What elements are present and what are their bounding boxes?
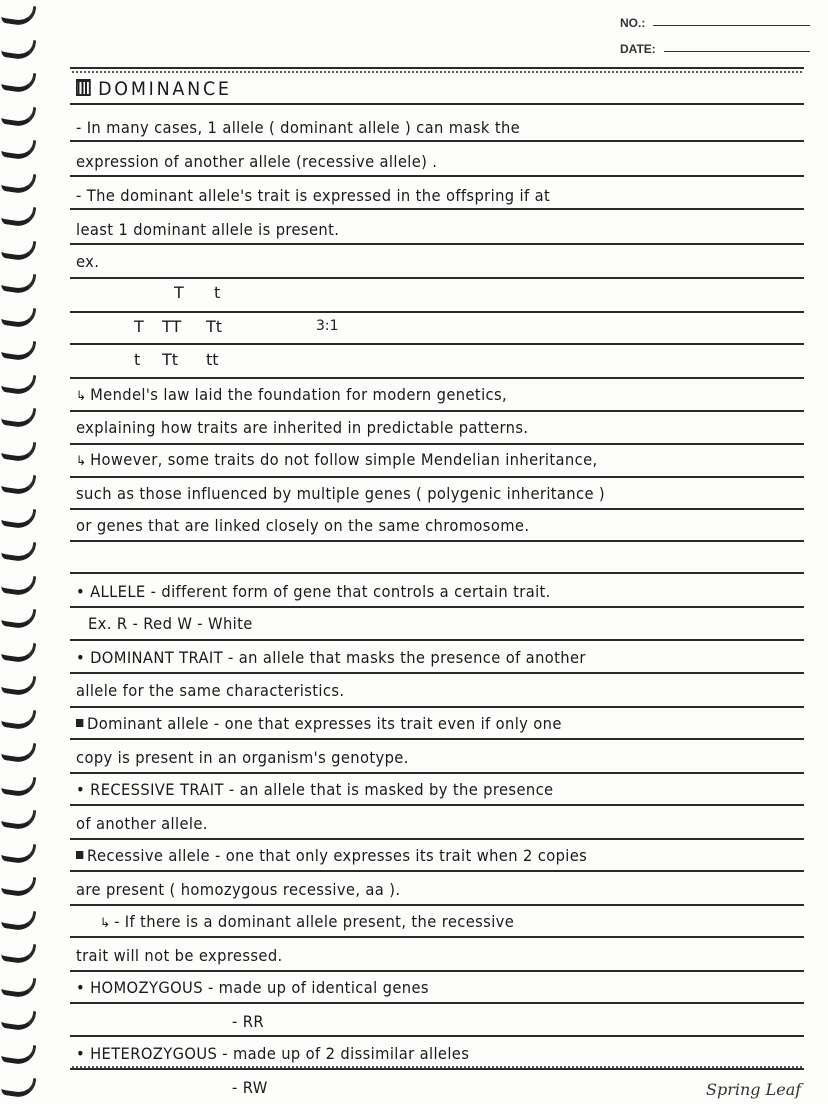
ruled-line (70, 410, 804, 412)
ruled-line (70, 67, 804, 69)
ruled-line (70, 508, 804, 510)
punnett-col-header: t (214, 283, 221, 302)
ruled-line (70, 277, 804, 279)
ruled-line (70, 1002, 804, 1004)
page-number-field[interactable] (620, 4, 810, 30)
spiral-coil (1, 370, 37, 395)
page-number-blank (653, 25, 810, 26)
ruled-line (70, 639, 804, 641)
spiral-coil (1, 739, 37, 764)
ruled-line (70, 870, 804, 872)
note-line: - In many cases, 1 allele ( dominant allele ) can mask the (76, 118, 521, 137)
spiral-coil (1, 1074, 37, 1099)
arrow-bullet-icon: ↳ (76, 454, 87, 469)
spiral-coil (1, 35, 37, 60)
note-line: least 1 dominant allele is present. (76, 220, 340, 239)
note-line: explaining how traits are inherited in predictable patterns. (76, 418, 529, 437)
spiral-binding (0, 0, 40, 1104)
punnett-ratio: 3:1 (316, 318, 339, 334)
ruled-line (70, 540, 804, 542)
ruled-line (70, 606, 804, 608)
page-number-label: NO.: (620, 16, 646, 30)
dotted-line (72, 1066, 802, 1068)
date-blank (664, 51, 810, 52)
page-header-fields (620, 4, 810, 56)
ruled-line (70, 343, 804, 345)
spiral-coil (1, 136, 37, 161)
spiral-coil (1, 672, 37, 697)
spiral-coil (1, 169, 37, 194)
spiral-coil (1, 940, 37, 965)
ruled-line (70, 772, 804, 774)
spiral-coil (1, 337, 37, 362)
spiral-coil (1, 806, 37, 831)
note-line: of another allele. (76, 814, 208, 833)
punnett-row-header: t (134, 350, 141, 369)
note-line-example: ex. (76, 252, 100, 271)
note-line: trait will not be expressed. (76, 946, 283, 965)
spiral-coil (1, 236, 37, 261)
spiral-coil (1, 605, 37, 630)
dominance-box-icon (76, 79, 91, 96)
brand-logo: Spring Leaf (706, 1080, 802, 1099)
ruled-line (70, 904, 804, 906)
square-bullet-icon (76, 719, 83, 727)
spiral-coil (1, 906, 37, 931)
note-line: ↳ However, some traits do not follow simple Mendelian inheritance, (76, 450, 598, 469)
arrow-bullet-icon: ↳ (100, 916, 111, 931)
ruled-line (70, 1068, 804, 1070)
spiral-coil (1, 2, 37, 27)
note-line: are present ( homozygous recessive, aa ). (76, 880, 401, 899)
spiral-coil (1, 69, 37, 94)
ruled-line (70, 311, 804, 313)
note-line: - The dominant allele's trait is expressed in the offspring if at (76, 186, 551, 205)
definition-homozygous: • HOMOZYGOUS - made up of identical genes (76, 978, 429, 997)
ruled-line (70, 443, 804, 445)
spiral-coil (1, 270, 37, 295)
spiral-coil (1, 772, 37, 797)
spiral-coil (1, 102, 37, 127)
definition-dominant-allele: Dominant allele - one that expresses its trait even if only one (76, 714, 562, 733)
note-line: such as those influenced by multiple genes ( polygenic inheritance ) (76, 484, 606, 503)
punnett-cell: Tt (206, 317, 223, 336)
note-line: ↳ Mendel's law laid the foundation for modern genetics, (76, 385, 508, 404)
spiral-coil (1, 705, 37, 730)
note-line: or genes that are linked closely on the same chromosome. (76, 516, 530, 535)
note-line: allele for the same characteristics. (76, 681, 345, 700)
definition-heterozygous: • HETEROZYGOUS - made up of 2 dissimilar alleles (76, 1044, 470, 1063)
allele-example: Ex. R - Red W - White (88, 614, 253, 633)
punnett-cell: TT (162, 317, 182, 336)
ruled-line (70, 936, 804, 938)
ruled-line (70, 706, 804, 708)
ruled-line (70, 572, 804, 574)
homozygous-example: - RR (232, 1012, 264, 1031)
heterozygous-example: - RW (232, 1078, 268, 1097)
definition-dominant-trait: • DOMINANT TRAIT - an allele that masks the presence of another (76, 648, 586, 667)
ruled-line (70, 208, 804, 210)
date-label: DATE: (620, 42, 656, 56)
ruled-line (70, 804, 804, 806)
definition-allele: • ALLELE - different form of gene that controls a certain trait. (76, 582, 551, 601)
spiral-coil (1, 839, 37, 864)
ruled-line (70, 243, 804, 245)
spiral-coil (1, 873, 37, 898)
definition-recessive-allele: Recessive allele - one that only expresses its trait when 2 copies (76, 846, 587, 865)
spiral-coil (1, 303, 37, 328)
punnett-col-header: T (174, 283, 184, 302)
definition-recessive-trait: • RECESSIVE TRAIT - an allele that is masked by the presence (76, 780, 554, 799)
spiral-coil (1, 203, 37, 228)
note-line: expression of another allele (recessive allele) . (76, 152, 438, 171)
spiral-coil (1, 1007, 37, 1032)
punnett-cell: tt (206, 350, 219, 369)
spiral-coil (1, 504, 37, 529)
ruled-line (70, 103, 804, 105)
spiral-coil (1, 571, 37, 596)
punnett-cell: Tt (162, 350, 179, 369)
punnett-row-header: T (134, 317, 144, 336)
ruled-line (70, 970, 804, 972)
ruled-line (70, 175, 804, 177)
spiral-coil (1, 538, 37, 563)
ruled-line (70, 140, 804, 142)
ruled-line (70, 672, 804, 674)
dotted-line (72, 71, 802, 73)
spiral-coil (1, 471, 37, 496)
arrow-bullet-icon: ↳ (76, 389, 87, 404)
spiral-coil (1, 638, 37, 663)
square-bullet-icon (76, 851, 83, 859)
ruled-line (70, 838, 804, 840)
ruled-line (70, 377, 804, 379)
date-field[interactable] (620, 30, 810, 56)
spiral-coil (1, 437, 37, 462)
spiral-coil (1, 1040, 37, 1065)
spiral-coil (1, 404, 37, 429)
ruled-line (70, 738, 804, 740)
ruled-line (70, 476, 804, 478)
spiral-coil (1, 973, 37, 998)
note-line: copy is present in an organism's genotype. (76, 748, 409, 767)
ruled-line (70, 1035, 804, 1037)
page-title: DOMINANCE (76, 78, 232, 100)
note-line: ↳ - If there is a dominant allele present, the recessive (100, 912, 515, 931)
